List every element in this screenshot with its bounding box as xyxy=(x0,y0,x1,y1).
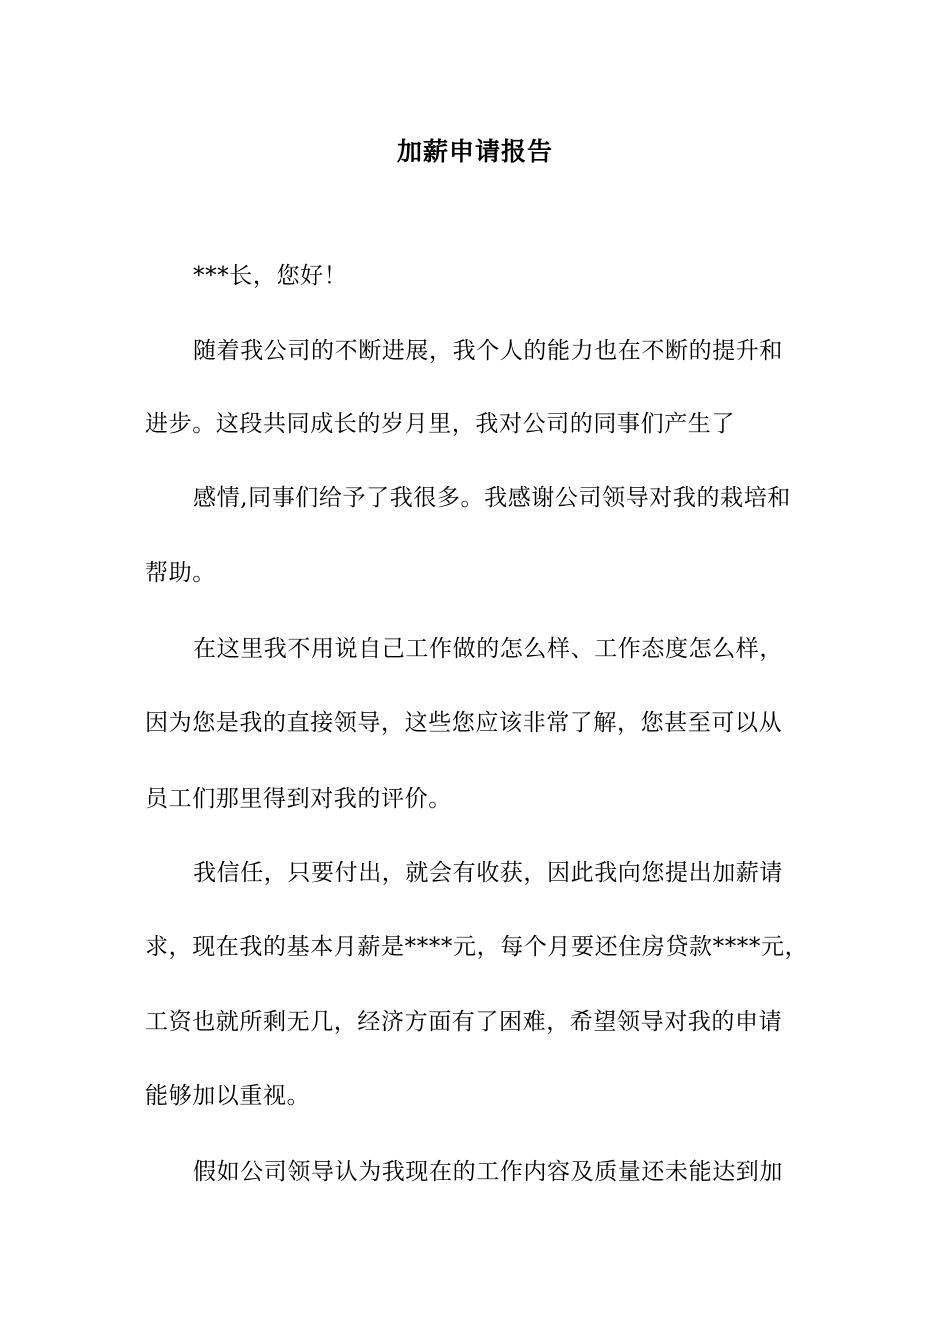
document-title: 加薪申请报告 xyxy=(396,137,553,166)
body-line: 随着我公司的不断进展，我个人的能力也在不断的提升和 xyxy=(193,338,783,364)
body-line: 我信任，只要付出，就会有收获，因此我向您提出加薪请 xyxy=(193,860,783,886)
body-line: 求，现在我的基本月薪是****元，每个月要还住房贷款****元， xyxy=(145,934,809,960)
body-line: 员工们那里得到对我的评价。 xyxy=(145,786,452,812)
body-line: 进步。这段共同成长的岁月里，我对公司的同事们产生了 xyxy=(145,411,735,437)
salutation-line: ***长，您好！ xyxy=(193,263,348,289)
body-line: 假如公司领导认为我现在的工作内容及质量还未能达到加 xyxy=(193,1159,783,1185)
body-line: 在这里我不用说自己工作做的怎么样、工作态度怎么样， xyxy=(193,636,783,662)
body-line: 能够加以重视。 xyxy=(145,1083,311,1109)
body-line: 帮助。 xyxy=(145,560,216,586)
body-line: 工资也就所剩无几，经济方面有了困难，希望领导对我的申请 xyxy=(145,1009,783,1035)
body-line: 感情,同事们给予了我很多。我感谢公司领导对我的栽培和 xyxy=(193,485,791,511)
body-line: 因为您是我的直接领导，这些您应该非常了解，您甚至可以从 xyxy=(145,710,783,736)
